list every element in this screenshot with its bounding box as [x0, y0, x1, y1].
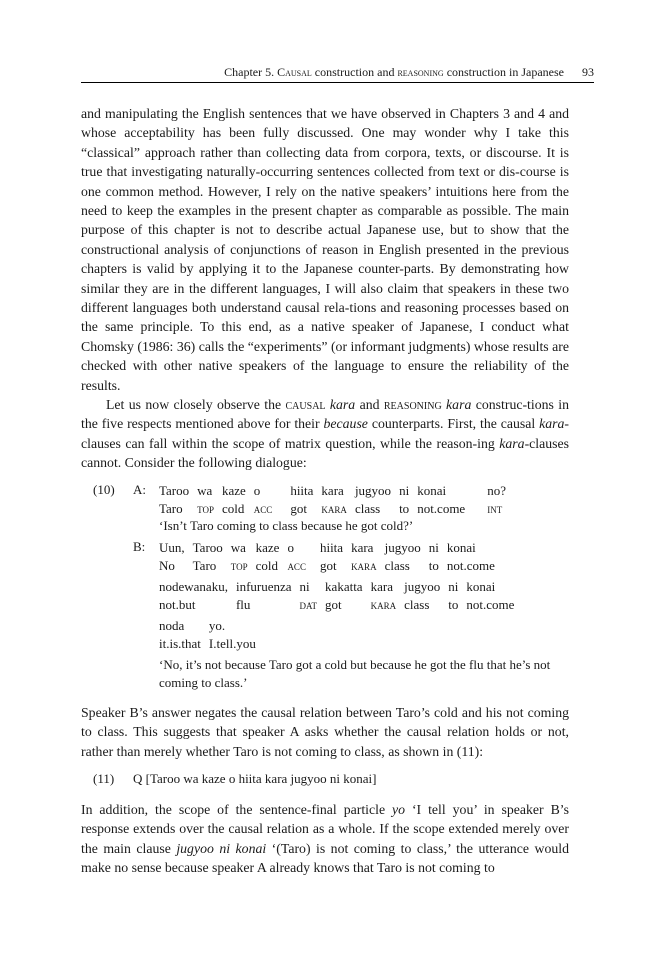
p2-kara-2: kara	[441, 397, 472, 412]
gloss-word: hiita	[319, 540, 344, 555]
gloss-label: top	[230, 557, 248, 573]
gloss-label: No	[159, 557, 175, 573]
running-title	[224, 65, 564, 80]
gloss-word: jugyoo	[404, 579, 441, 594]
speaker-b-label: B:	[133, 539, 146, 554]
gloss-words-row	[159, 482, 514, 500]
gloss-word: jugyoo	[384, 540, 421, 555]
gloss-label: int	[487, 500, 503, 516]
gloss-word: Uun,	[159, 540, 185, 555]
gloss-word: jugyoo	[354, 483, 392, 498]
gloss-word: kara	[370, 579, 393, 594]
p2-text-1: Let us now closely observe the	[106, 397, 286, 412]
gloss-words-row	[159, 539, 503, 557]
gloss-label: cold	[255, 557, 279, 573]
gloss-labels-row	[159, 500, 514, 518]
example-number: (11)	[93, 771, 115, 786]
gloss-table-a	[159, 482, 514, 517]
paragraph-1: and manipulating the English sentences that we have observed in Chapters 3 and 4 and whose acceptability has been fully discussed. One may wonder why I take this “classical” approach rather than collecting data from corpora, texts, or discourse. It is true that investigating naturally-occurring sentences collected from text or dis-course is one common method. However, I rely on the native speakers’ intuitions here from the need to keep the examples in the present chapter as comparable as possible. The main purpose of this chapter is not to describe actual Japanese use, but to show that the constructional analysis of conjunctions of reason in English presented in the previous chapters is valid by applying it to the Japanese counter-parts. By demonstrating how similar they are in the different languages, I will also claim that speakers in these two different languages both understand causal rela-tions and reasoning processes based on the same principle. To this end, as a native speaker of Japanese, I conduct what Chomsky (1986: 36) calls the “experiments” (or informant judgments) whose results are checked with other native speakers of the language to ensure the reliability of the results.	[81, 106, 569, 393]
p2-causal: causal	[285, 397, 326, 412]
gloss-table-b2	[159, 578, 522, 613]
gloss-label: got	[290, 500, 307, 516]
speaker-a-label: A:	[133, 482, 146, 497]
p2-reasoning: reasoning	[383, 397, 442, 412]
translation-a: ‘Isn’t Taro coming to class because he got cold?’	[159, 518, 414, 533]
gloss-label: Taro	[192, 557, 217, 573]
p2-text-3: construc-tions in the five respects mentioned above for their	[81, 397, 569, 432]
p4-text-1: In addition, the scope of the sentence-final particle	[81, 802, 392, 817]
gloss-table-b3	[159, 617, 264, 652]
gloss-b2	[159, 578, 522, 613]
gloss-word: wa	[230, 540, 246, 555]
chapter-label: Chapter 5.	[224, 65, 275, 79]
p4-main-clause: jugyoo ni konai	[176, 840, 267, 856]
gloss-label: kara	[351, 557, 377, 573]
gloss-word: ni	[299, 579, 310, 594]
gloss-labels-row	[159, 557, 503, 575]
paragraph-2	[81, 395, 569, 473]
gloss-word: kara	[321, 483, 344, 498]
gloss-labels-row	[159, 635, 264, 653]
gloss-word: konai	[417, 483, 447, 498]
paragraph-4	[81, 800, 569, 878]
gloss-label: got	[319, 557, 337, 573]
gloss-word: Taroo	[159, 483, 190, 498]
gloss-label: cold	[221, 500, 245, 516]
p2-text-4: counterparts. First, the causal	[367, 416, 540, 432]
gloss-word: no?	[487, 483, 506, 498]
p2-kara-1: kara	[325, 397, 356, 412]
gloss-label: class	[404, 596, 430, 612]
gloss-label: flu	[235, 596, 251, 612]
gloss-label: top	[197, 500, 214, 516]
gloss-word: konai	[466, 579, 496, 594]
page-number: 93	[582, 65, 594, 79]
gloss-label: acc	[287, 557, 306, 573]
gloss-label: got	[325, 596, 342, 612]
title-end: construction in Japanese	[443, 65, 564, 79]
gloss-label: not.come	[417, 500, 466, 516]
gloss-word: infuruenza	[235, 579, 292, 594]
title-mid: construction and	[311, 65, 398, 79]
gloss-label: acc	[253, 500, 273, 516]
p2-text-2: and	[355, 397, 384, 412]
gloss-label: not.come	[446, 557, 495, 573]
gloss-labels-row	[159, 596, 522, 614]
gloss-word: o	[253, 483, 261, 498]
gloss-label: class	[354, 500, 381, 516]
p4-yo: yo	[392, 802, 406, 817]
title-reasoning: reasoning	[397, 65, 444, 79]
gloss-word: konai	[446, 540, 476, 555]
gloss-word: kakatta	[325, 579, 363, 594]
gloss-label: to	[399, 500, 410, 516]
p2-kara-4: kara	[499, 435, 525, 451]
gloss-label: it.is.that	[159, 635, 201, 651]
gloss-label: to	[428, 557, 439, 573]
gloss-label: I.tell.you	[208, 635, 256, 651]
gloss-label: dat	[299, 596, 318, 612]
gloss-label: kara	[321, 500, 347, 516]
p2-because: because	[323, 416, 368, 432]
example-number: (10)	[93, 482, 115, 497]
gloss-word: hiita	[290, 483, 314, 498]
gloss-words-row	[159, 617, 264, 635]
gloss-word: Taroo	[192, 540, 223, 555]
gloss-word: nodewanaku,	[159, 579, 228, 594]
p2-kara-3: kara	[539, 416, 565, 432]
gloss-b3	[159, 617, 264, 652]
example-text: Q [Taroo wa kaze o hiita kara jugyoo ni konai]	[133, 771, 377, 786]
gloss-word: kara	[351, 540, 374, 555]
gloss-table-b1	[159, 539, 503, 574]
gloss-word: o	[287, 540, 294, 555]
gloss-word: kaze	[221, 483, 246, 498]
paragraph-3: Speaker B’s answer negates the causal relation between Taro’s cold and his not coming to class. This suggests that speaker A asks whether the causal relation holds or not, rather than merely whether Taro is not coming to class, as shown in (11):	[81, 705, 569, 759]
gloss-label: Taro	[159, 500, 183, 516]
gloss-a	[159, 482, 514, 517]
p2-text-6: -clauses cannot. Consider the following dialogue:	[81, 435, 569, 471]
p4-text-3: ‘(Taro) is not coming to class,’ the utterance would make no sense because speaker A already knows that Taro is not coming to	[81, 840, 569, 876]
gloss-word: ni	[399, 483, 410, 498]
gloss-word: kaze	[255, 540, 280, 555]
gloss-label: kara	[370, 596, 397, 612]
gloss-label: to	[448, 596, 459, 612]
p2-text-5: -clauses can fall within the scope of matrix question, while the reason-ing	[81, 416, 569, 451]
running-header	[81, 62, 594, 83]
gloss-words-row	[159, 578, 522, 596]
gloss-b1	[159, 539, 503, 574]
title-causal: Causal	[277, 65, 312, 79]
gloss-label: not.but	[159, 596, 196, 612]
gloss-word: yo.	[208, 618, 226, 633]
gloss-word: ni	[428, 540, 439, 555]
gloss-label: not.come	[466, 596, 515, 612]
gloss-label: class	[384, 557, 410, 573]
gloss-word: wa	[197, 483, 213, 498]
p4-text-2: ‘I tell you’ in speaker B’s response extends over the causal relation as a whole. If the scope extended merely over the main clause	[81, 802, 569, 856]
gloss-word: ni	[448, 579, 459, 594]
gloss-word: noda	[159, 618, 185, 633]
translation-b: ‘No, it’s not because Taro got a cold but because he got the flu that he’s not coming to class.’	[159, 657, 551, 690]
